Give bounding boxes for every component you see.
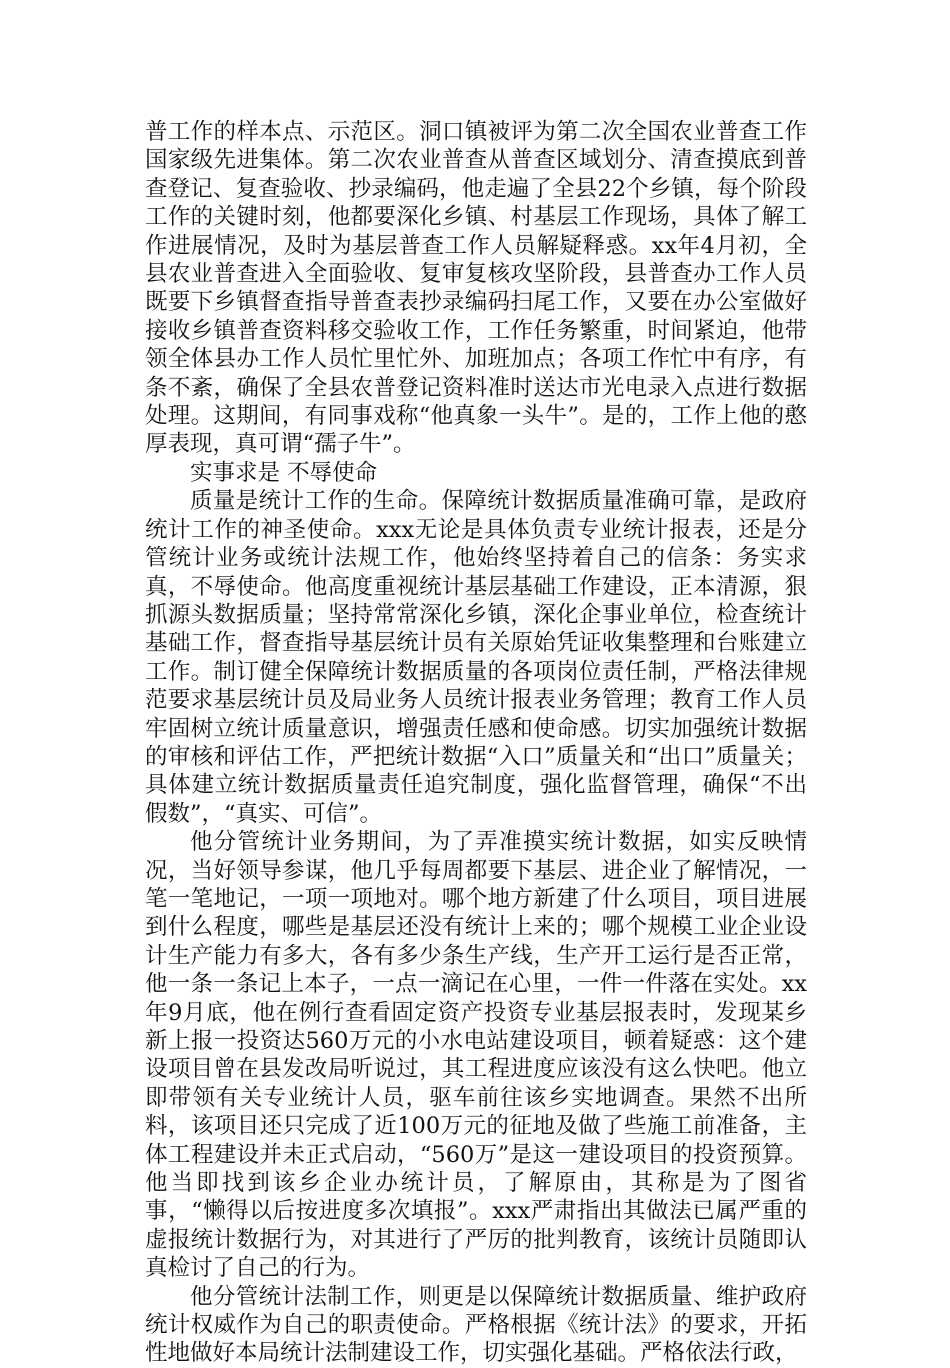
document-body xyxy=(145,118,807,1368)
paragraph-agricultural-census: 普工作的样本点、示范区。洞口镇被评为第二次全国农业普查工作国家级先进集体。第二次农业普查从普查区域划分、清查摸底到普查登记、复查验收、抄录编码，他走遍了全县22个乡镇，每个阶段工作的关键时刻，他都要深化乡镇、村基层工作现场，具体了解工作进展情况，及时为基层普查工作人员解疑释惑。xx年4月初，全县农业普查进入全面验收、复审复核攻坚阶段，县普查办工作人员既要下乡镇督查指导普查表抄录编码扫尾工作，又要在办公室做好接收乡镇普查资料移交验收工作，工作任务繁重，时间紧迫，他带领全体县办工作人员忙里忙外、加班加点；各项工作忙中有序，有条不紊，确保了全县农普登记资料准时送达市光电录入点进行数据处理。这期间，有同事戏称“他真象一头牛”。是的，工作上他的憨厚表现，真可谓“孺子牛”。 xyxy=(145,119,807,458)
paragraph-statistics-business: 他分管统计业务期间，为了弄准摸实统计数据，如实反映情况，当好领导参谋，他几乎每周都要下基层、进企业了解情况，一笔一笔地记，一项一项地对。哪个地方新建了什么项目，项目进展到什么程度，哪些是基层还没有统计上来的；哪个规模工业企业设计生产能力有多大，各有多少条生产线，生产开工运行是否正常，他一条一条记上本子，一点一滴记在心里，一件一件落在实处。xx年9月底，他在例行查看固定资产投资专业基层报表时，发现某乡新上报一投资达560万元的小水电站建设项目，顿着疑惑：这个建设项目曾在县发改局听说过，其工程进度应该没有这么快吧。他立即带领有关专业统计人员，驱车前往该乡实地调查。果然不出所料，该项目还只完成了近100万元的征地及做了些施工前准备，主体工程建设并未正式启动，“560万”是这一建设项目的投资预算。他当即找到该乡企业办统计员，了解原由，其称是为了图省事，“懒得以后按进度多次填报”。xxx严肃指出其做法已属严重的虚报统计数据行为，对其进行了严厉的批判教育，该统计员随即认真检讨了自己的行为。 xyxy=(145,829,807,1282)
paragraph-data-quality: 质量是统计工作的生命。保障统计数据质量准确可靠，是政府统计工作的神圣使命。xxx无论是具体负责专业统计报表，还是分管统计业务或统计法规工作，他始终坚持着自己的信条：务实求真，不辱使命。他高度重视统计基层基础工作建设，正本清源，狠抓源头数据质量；坚持常常深化乡镇，深化企事业单位，检查统计基础工作，督查指导基层统计员有关原始凭证收集整理和台账建立工作。制订健全保障统计数据质量的各项岗位责任制，严格法律规范要求基层统计员及局业务人员统计报表业务管理；教育工作人员牢固树立统计质量意识，增强责任感和使命感。切实加强统计数据的审核和评估工作，严把统计数据“入口”质量关和“出口”质量关；具体建立统计数据质量责任追究制度，强化监督管理，确保“不出假数”，“真实、可信”。 xyxy=(145,488,807,827)
paragraph-statistics-law: 他分管统计法制工作，则更是以保障统计数据质量、维护政府统计权威作为自己的职责使命。严格根据《统计法》的要求，开拓性地做好本局统计法制建设工作，切实强化基础。严格依法行政， xyxy=(145,1283,807,1367)
section-heading: 实事求是 不辱使命 xyxy=(190,459,378,486)
